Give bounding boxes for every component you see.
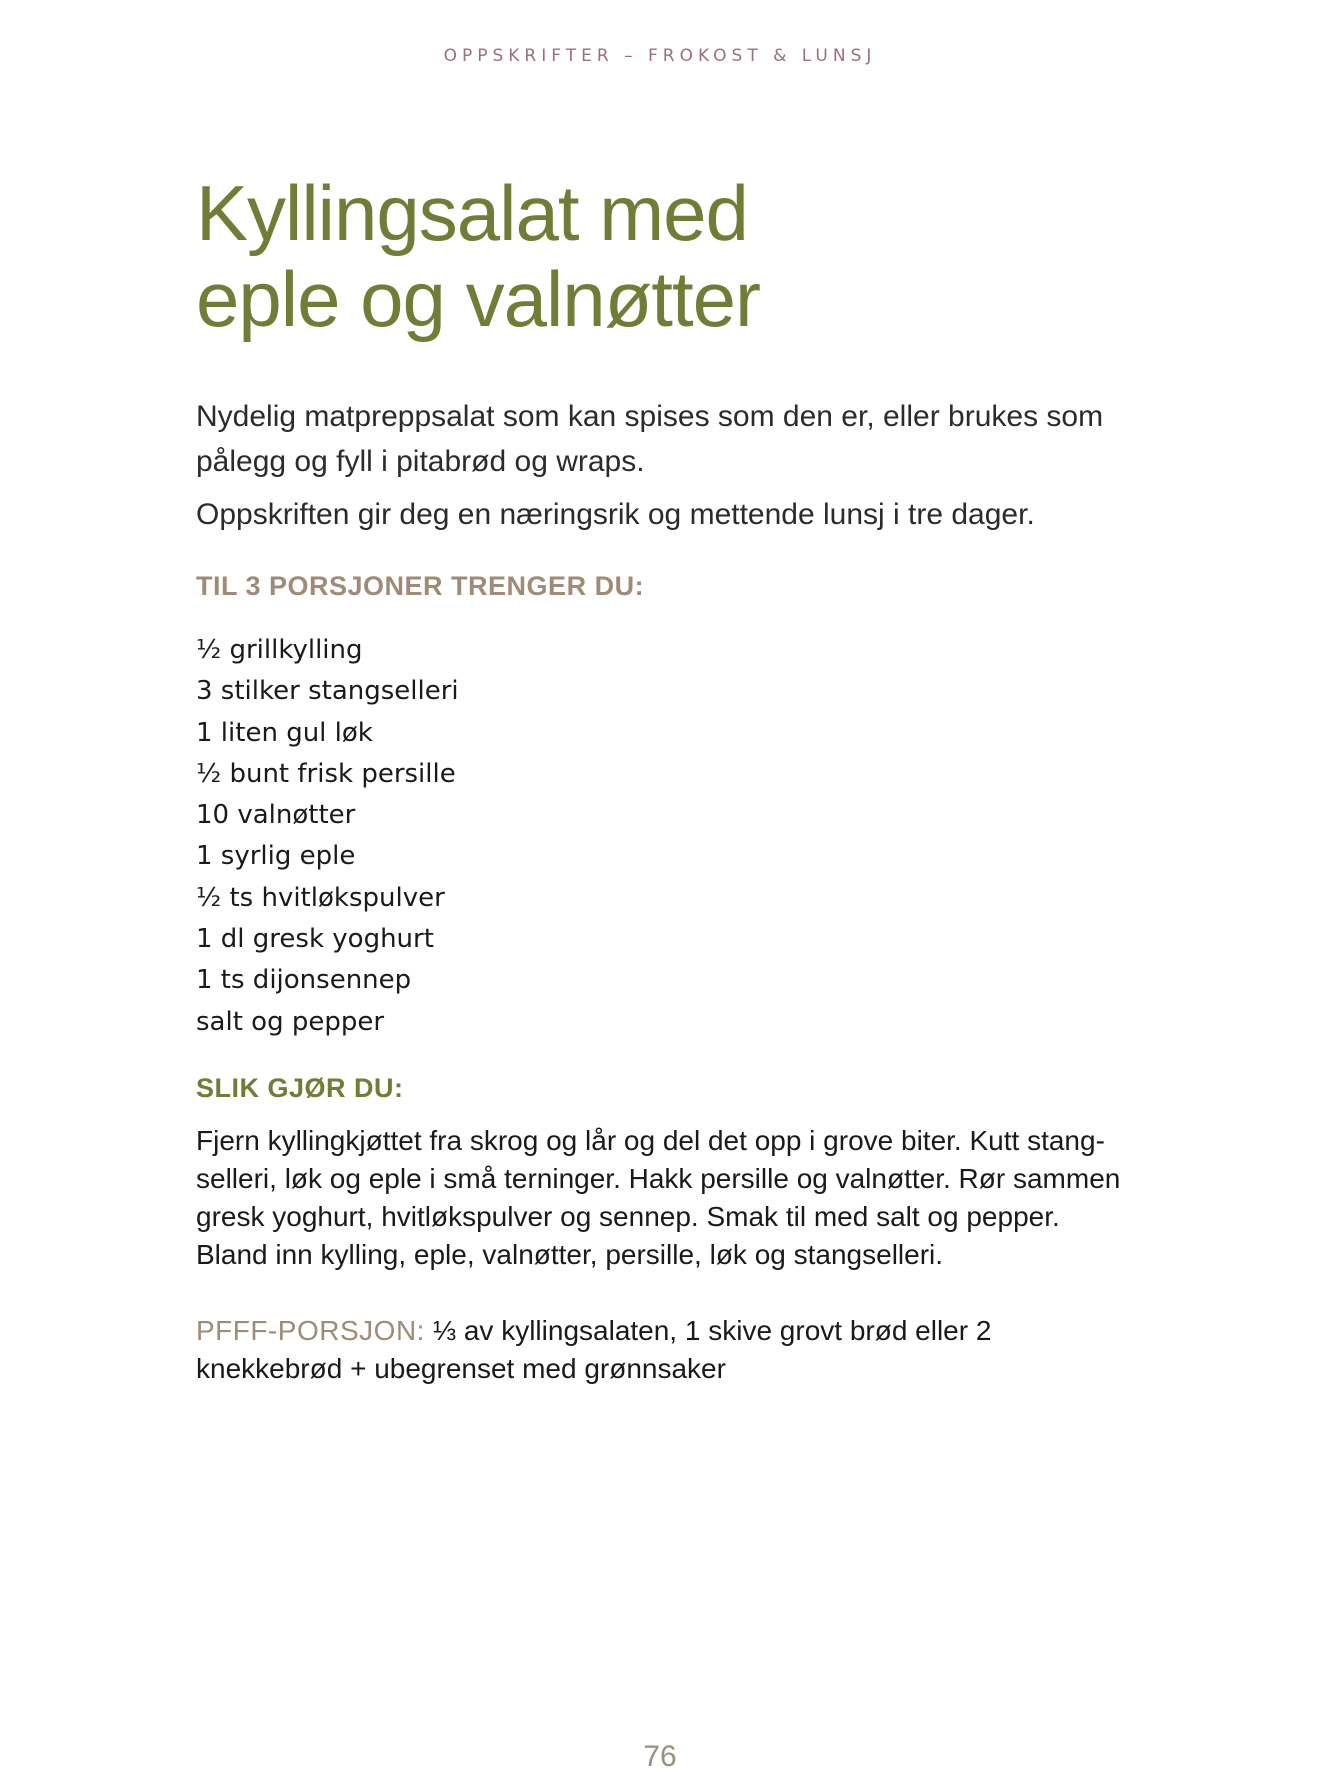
ingredient-item: 1 dl gresk yoghurt <box>196 924 434 955</box>
page-number: 76 <box>643 1740 677 1773</box>
recipe-title-line-2: eple og valnøtter <box>196 255 761 343</box>
ingredient-item: ½ grillkylling <box>196 635 363 665</box>
ingredient-item: salt og pepper <box>196 1006 385 1037</box>
portion-text: ⅓ av kyllingsalaten, 1 skive grovt brød eller 2 knekkebrød + ubegrenset med grønnsaker <box>196 1314 992 1384</box>
intro-paragraph: Nydelig matpreppsalat som kan spises som den er, eller brukes som pålegg og fyll i pitabrød og wraps. <box>196 400 1104 478</box>
portion-label: PFFF-PORSJON: <box>196 1314 425 1346</box>
ingredient-item: ½ ts hvitløkspulver <box>196 882 445 913</box>
portion-note <box>196 1312 1136 1388</box>
recipe-intro <box>196 394 1156 537</box>
ingredient-item: 1 ts dijonsennep <box>196 965 412 996</box>
ingredient-item: 1 liten gul løk <box>196 717 373 748</box>
ingredients-heading: TIL 3 PORSJONER TRENGER DU: <box>196 571 645 601</box>
running-header: OPPSKRIFTER – FROKOST & LUNSJ <box>443 46 877 66</box>
recipe-content <box>196 170 1156 1416</box>
ingredient-item: 10 valnøtter <box>196 800 356 831</box>
method-text: Fjern kyllingkjøttet fra skrog og lår og del det opp i grove biter. Kutt stangselleri, løk og eple i små terninger. Hakk persille og valnøtter. Rør sammen gresk yoghurt, hvitløkspulver og sennep. Smak til med salt og pepper. Bland inn kylling, eple, valnøtter, persille, løk og stangselleri. <box>196 1124 1121 1270</box>
ingredient-item: ½ bunt frisk persille <box>196 758 456 789</box>
recipe-title-line-1: Kyllingsalat med <box>196 169 748 257</box>
ingredient-item: 1 syrlig eple <box>196 841 356 872</box>
ingredients-list <box>196 630 1156 1043</box>
intro-paragraph: Oppskriften gir deg en næringsrik og mettende lunsj i tre dager. <box>196 498 1035 531</box>
method-heading: SLIK GJØR DU: <box>196 1072 404 1103</box>
recipe-title <box>196 170 1156 342</box>
ingredient-item: 3 stilker stangselleri <box>196 676 459 707</box>
